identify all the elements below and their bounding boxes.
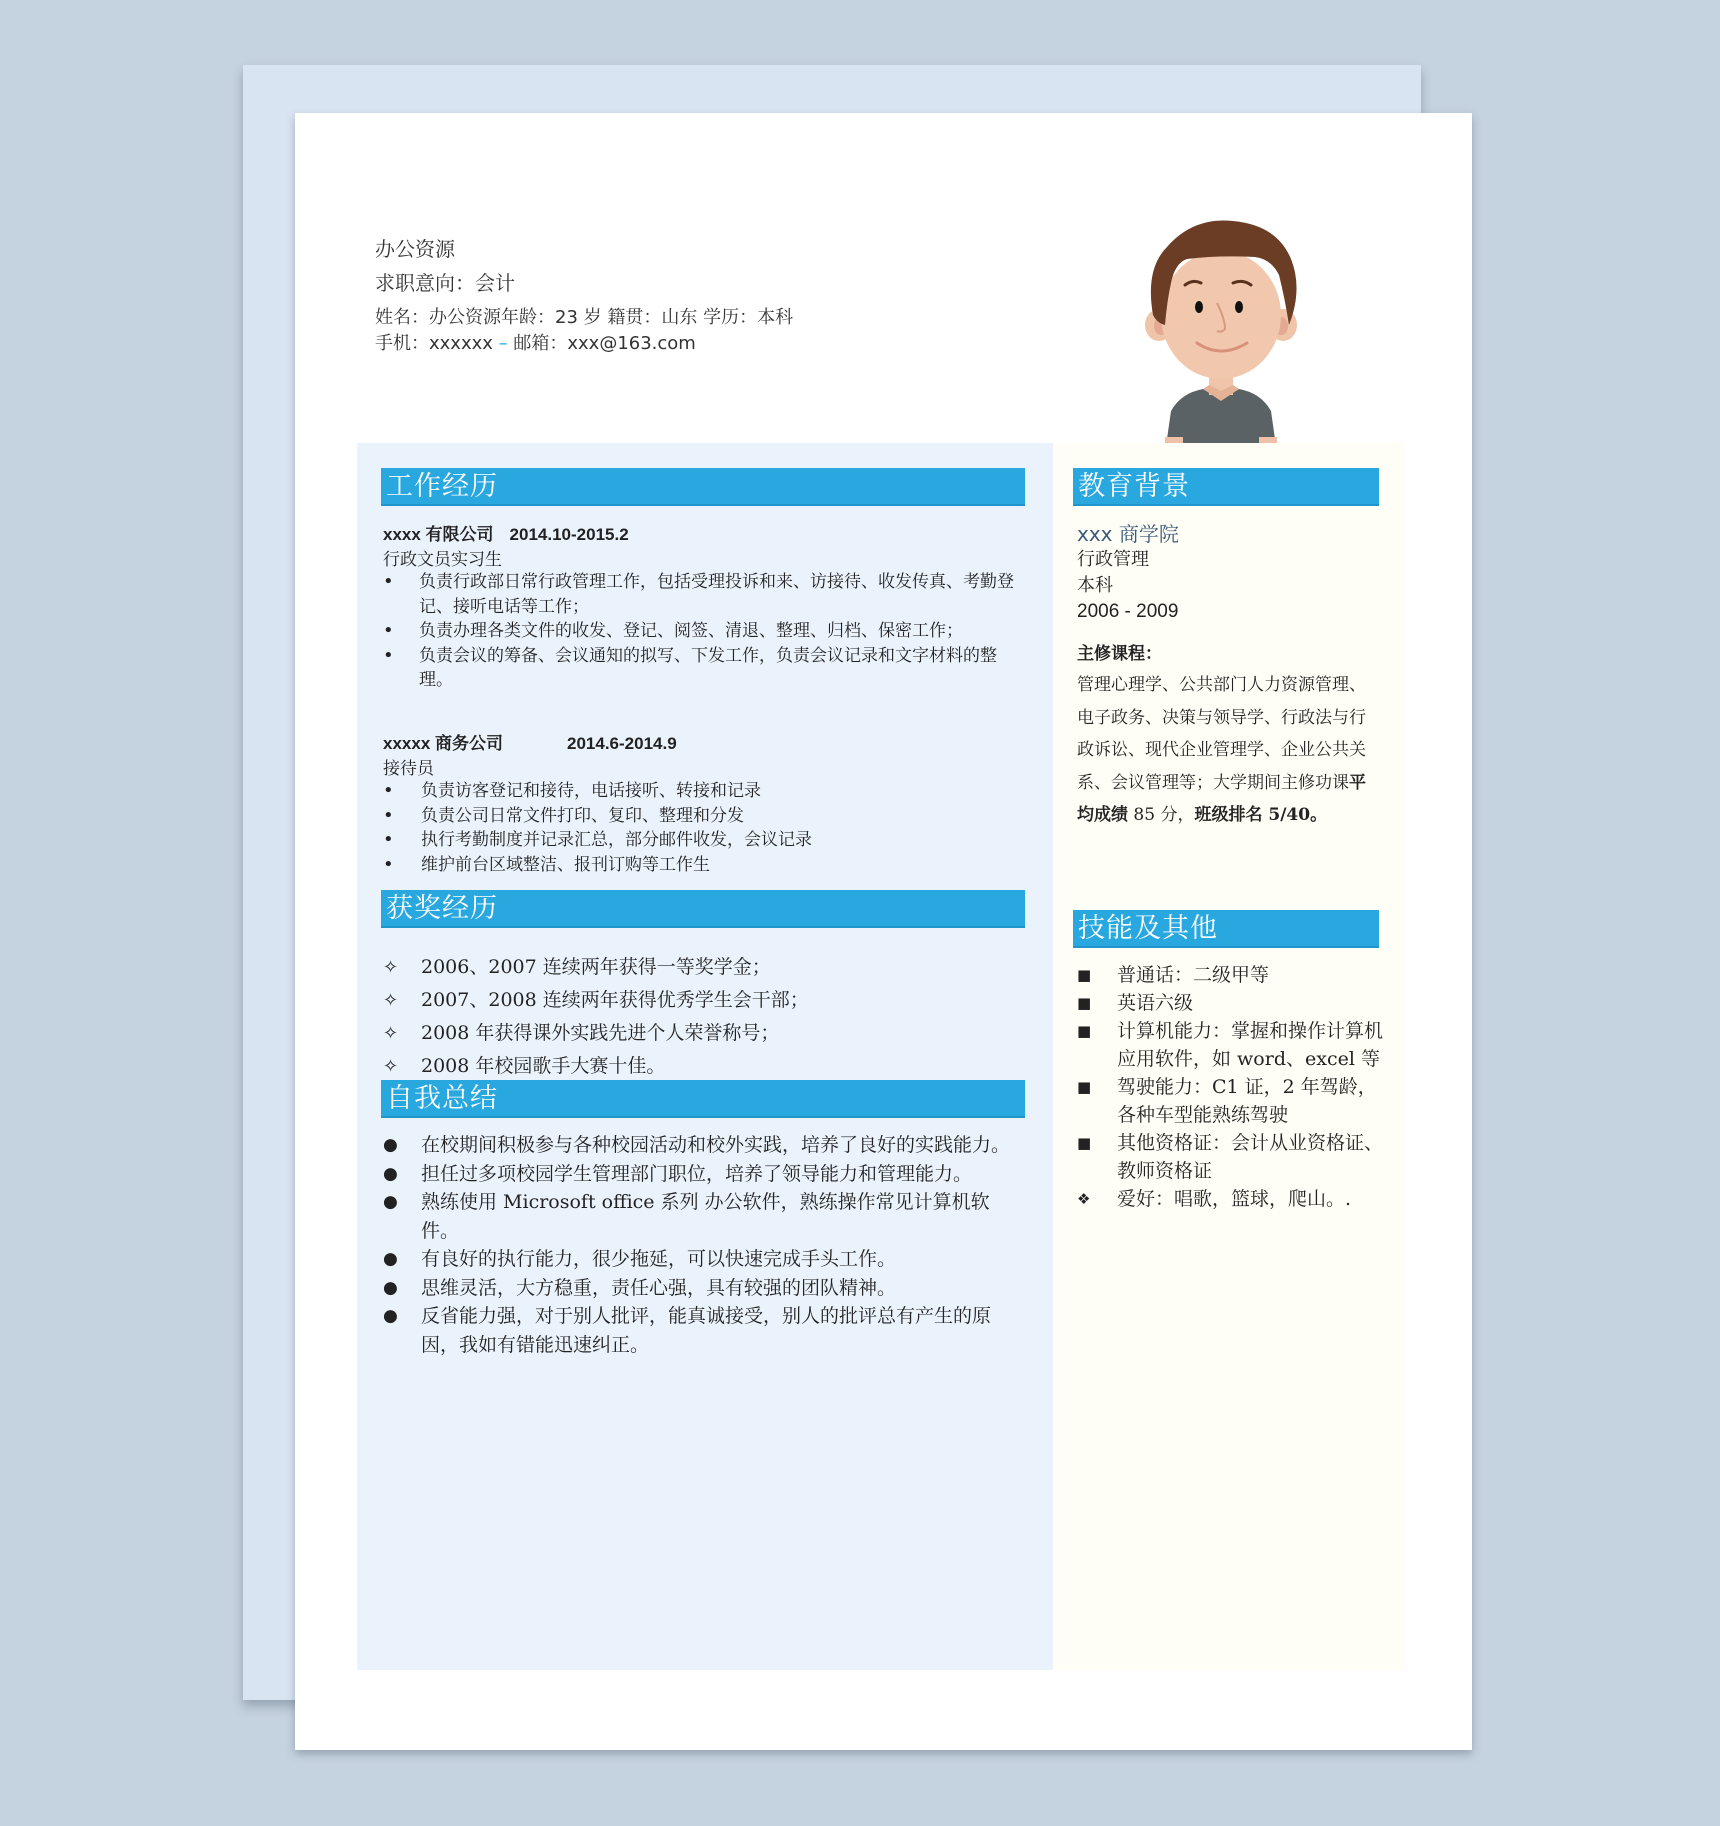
resume-page [295,113,1472,1750]
diamond-bullet-icon: ❖ [1077,1190,1091,1208]
job-2-company: xxxxx 商务公司 [383,734,503,753]
list-item: ✧ 2007、2008 连续两年获得优秀学生会干部； [383,984,809,1017]
phone: 手机：xxxxxx [375,333,499,354]
list-item: • 负责访客登记和接待，电话接听、转接和记录 [383,779,1023,804]
job-1-role: 行政文员实习生 [383,550,502,570]
list-item: ● 在校期间积极参与各种校园活动和校外实践，培养了良好的实践能力。 [383,1131,1013,1160]
right-column [1053,443,1406,1670]
square-bullet-icon: ■ [1077,994,1092,1012]
job-intent: 求职意向：会计 [375,271,515,295]
dot-bullet-icon: ● [383,1135,398,1155]
sparkle-bullet-icon: ✧ [383,957,399,978]
list-item: ● 反省能力强，对于别人批评，能真诚接受，别人的批评总有产生的原因，我如有错能迅速纠正。 [383,1302,1013,1359]
list-item: • 维护前台区域整洁、报刊订购等工作生 [383,853,1023,878]
dot-bullet-icon: ● [383,1249,398,1269]
list-item: • 负责公司日常文件打印、复印、整理和分发 [383,804,1023,829]
contact-separator: – [498,333,508,354]
applicant-name: 办公资源 [375,237,455,261]
skills-list [1077,961,1387,1213]
section-title-education: 教育背景 [1073,468,1379,506]
square-bullet-icon: ■ [1077,1022,1092,1040]
job-2-role: 接待员 [383,759,434,779]
job-2-duties [383,779,1023,877]
awards-list [383,951,809,1083]
list-item: • 负责办理各类文件的收发、登记、阅签、清退、整理、归档、保密工作； [383,619,1023,644]
list-item: • 执行考勤制度并记录汇总，部分邮件收发，会议记录 [383,828,1023,853]
list-item: ● 熟练使用 Microsoft office 系列 办公软件，熟练操作常见计算机软件。 [383,1188,1013,1245]
dot-bullet-icon: ● [383,1277,398,1298]
job-1-company: xxxx 有限公司 [383,525,494,544]
degree: 本科 [1077,575,1113,596]
section-title-work: 工作经历 [381,468,1025,506]
job-1-title [383,520,629,545]
list-item: ❖ 爱好：唱歌，篮球，爬山。. [1077,1185,1387,1213]
dot-bullet-icon: ● [383,1163,398,1184]
resume-header [375,233,793,355]
list-item: ● 担任过多项校园学生管理部门职位，培养了领导能力和管理能力。 [383,1160,1013,1189]
square-bullet-icon: ■ [1077,1078,1092,1096]
education-block [1077,521,1179,625]
class-rank: 班级排名 5/40。 [1194,805,1328,825]
courses-text: 管理心理学、公共部门人力资源管理、电子政务、决策与领导学、行政法与行政诉讼、现代企业管理学、企业公共关系、会议管理等；大学期间主修功课平均成绩 85 分，班级排名 5/40。 [1077,675,1366,825]
list-item: • 负责会议的筹备、会议通知的拟写、下发工作，负责会议记录和文字材料的整理。 [383,644,1023,693]
major: 行政管理 [1077,549,1149,570]
list-item: ■ 计算机能力：掌握和操作计算机应用软件，如 word、excel 等 [1077,1017,1387,1073]
list-item: ✧ 2008 年校园歌手大赛十佳。 [383,1050,809,1083]
square-bullet-icon: ■ [1077,966,1092,984]
courses-label: 主修课程： [1077,644,1162,664]
section-title-awards: 获奖经历 [381,890,1025,928]
job-1-duties [383,570,1023,693]
personal-info: 姓名：办公资源年龄：23 岁 籍贯：山东 学历：本科 [375,307,794,328]
list-item: ✧ 2008 年获得课外实践先进个人荣誉称号； [383,1017,809,1050]
sparkle-bullet-icon: ✧ [383,1023,399,1044]
contact-info [375,329,793,355]
sparkle-bullet-icon: ✧ [383,990,399,1011]
list-item: ● 有良好的执行能力，很少拖延，可以快速完成手头工作。 [383,1245,1013,1274]
job-2-title [383,729,677,754]
study-years: 2006 - 2009 [1077,601,1179,622]
list-item: ■ 其他资格证：会计从业资格证、教师资格证 [1077,1129,1387,1185]
section-title-summary: 自我总结 [381,1080,1025,1118]
cartoon-boy-avatar-icon [1121,203,1321,453]
list-item: ✧ 2006、2007 连续两年获得一等奖学金； [383,951,809,984]
list-item: ■ 英语六级 [1077,989,1387,1017]
summary-list [383,1131,1013,1359]
left-column [357,443,1053,1670]
list-item: ■ 普通话：二级甲等 [1077,961,1387,989]
email: 邮箱：xxx@163.com [507,333,696,354]
dot-bullet-icon: ● [383,1306,398,1326]
job-2-date: 2014.6-2014.9 [567,734,677,753]
list-item: ■ 驾驶能力：C1 证，2 年驾龄，各种车型能熟练驾驶 [1077,1073,1387,1129]
school-name: xxx 商学院 [1077,522,1179,546]
square-bullet-icon: ■ [1077,1134,1092,1152]
list-item: • 负责行政部日常行政管理工作，包括受理投诉和来、访接待、收发传真、考勤登记、接听电话等工作； [383,570,1023,619]
sparkle-bullet-icon: ✧ [383,1056,399,1077]
dot-bullet-icon: ● [383,1192,398,1212]
job-1-date: 2014.10-2015.2 [509,525,629,544]
section-title-skills: 技能及其他 [1073,910,1379,948]
list-item: ● 思维灵活，大方稳重，责任心强，具有较强的团队精神。 [383,1274,1013,1303]
